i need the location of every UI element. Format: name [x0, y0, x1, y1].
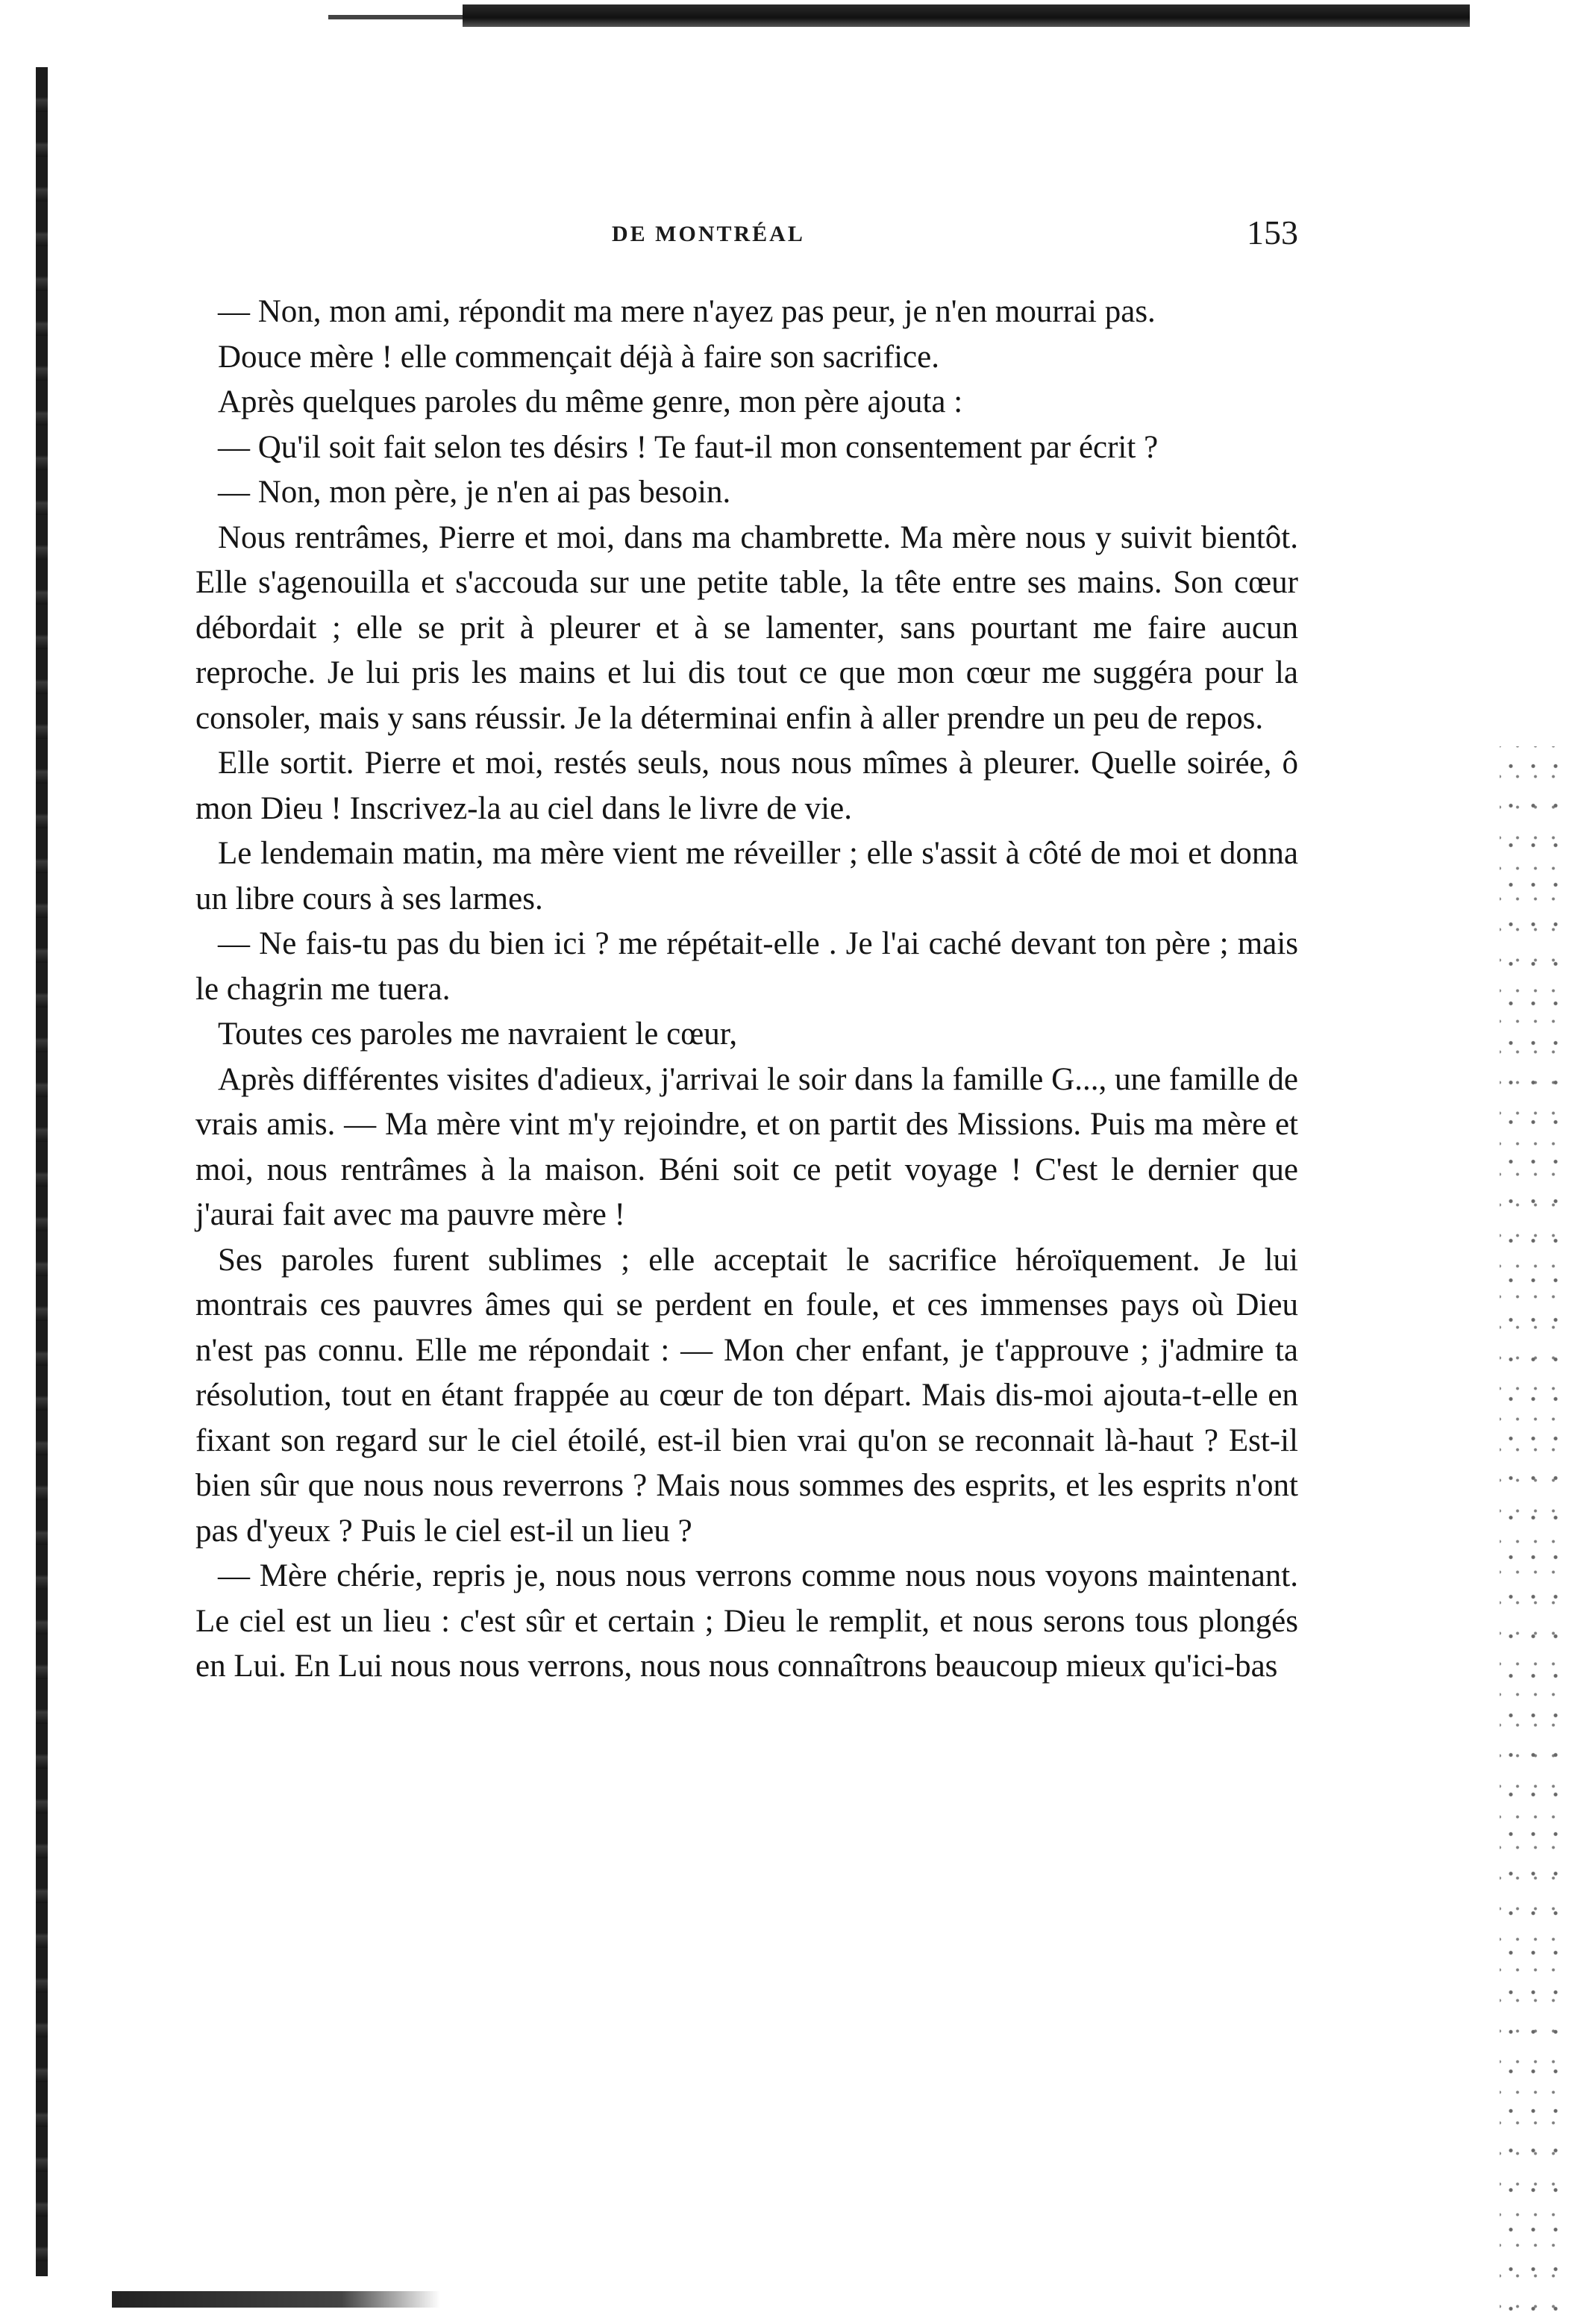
running-head: DE MONTRÉAL: [612, 222, 805, 246]
paragraph: Nous rentrâmes, Pierre et moi, dans ma chambrette. Ma mère nous y suivit bientôt. Elle s'agenouilla et s'accouda sur une petite table, la tête entre ses mains. Son cœur débordait ; elle se prit à pleurer et à se lamenter, sans pourtant me faire aucun reproche. Je lui pris les mains et lui dis tout ce que mon cœur me suggéra pour la consoler, mais y sans réussir. Je la déterminai enfin à aller prendre un peu de repos.: [195, 519, 1298, 736]
scan-edge-bottom: [112, 2291, 440, 2308]
paragraph: Après différentes visites d'adieux, j'arrivai le soir dans la famille G..., une famille de vrais amis. — Ma mère vint m'y rejoindre, et on partit des Missions. Puis ma mère et moi, nous rentrâmes à la maison. Béni soit ce petit voyage ! C'est le dernier que j'aurai fait avec ma pauvre mère !: [195, 1061, 1298, 1232]
paragraph: — Qu'il soit fait selon tes désirs ! Te faut-il mon consentement par écrit ?: [218, 429, 1159, 465]
paragraph: Douce mère ! elle commençait déjà à faire son sacrifice.: [218, 339, 939, 375]
text-body: [195, 290, 1298, 1690]
page-number: 153: [1247, 213, 1298, 252]
page-header: [194, 213, 1298, 257]
paragraph: — Ne fais-tu pas du bien ici ? me répétait-elle . Je l'ai caché devant ton père ; mais le chagrin me tuera.: [195, 926, 1298, 1007]
paragraph: Après quelques paroles du même genre, mon père ajouta :: [218, 384, 963, 419]
paragraph: — Non, mon père, je n'en ai pas besoin.: [218, 475, 731, 510]
scan-edge-top: [463, 4, 1470, 27]
paragraph: Le lendemain matin, ma mère vient me réveiller ; elle s'assit à côté de moi et donna un libre cours à ses larmes.: [195, 836, 1298, 916]
scan-edge-left: [36, 67, 48, 2276]
scan-noise-right: [1500, 746, 1567, 2314]
paragraph: — Non, mon ami, répondit ma mere n'ayez pas peur, je n'en mourrai pas.: [218, 294, 1156, 329]
paragraph: Elle sortit. Pierre et moi, restés seuls, nous nous mîmes à pleurer. Quelle soirée, ô mon Dieu ! Inscrivez-la au ciel dans le livre de vie.: [195, 746, 1298, 826]
paragraph: Toutes ces paroles me navraient le cœur,: [218, 1016, 738, 1052]
paragraph: Ses paroles furent sublimes ; elle acceptait le sacrifice héroïquement. Je lui montrais ces pauvres âmes qui se perdent en foule, et ces immenses pays où Dieu n'est pas connu. Elle me répondait : — Mon cher enfant, je t'approuve ; j'admire ta résolution, tout en étant frappée au cœur de ton départ. Mais dis-moi ajouta-t-elle en fixant son regard sur le ciel étoilé, est-il bien vrai qu'on se reconnait là-haut ? Est-il bien sûr que nous nous reverrons ? Mais nous sommes des esprits, et les esprits n'ont pas d'yeux ? Puis le ciel est-il un lieu ?: [195, 1242, 1298, 1549]
paragraph: — Mère chérie, repris je, nous nous verrons comme nous nous voyons maintenant. Le ciel est un lieu : c'est sûr et certain ; Dieu le remplit, et nous serons tous plongés en Lui. En Lui nous nous verrons, nous nous connaîtrons beaucoup mieux qu'ici-bas: [195, 1558, 1298, 1684]
